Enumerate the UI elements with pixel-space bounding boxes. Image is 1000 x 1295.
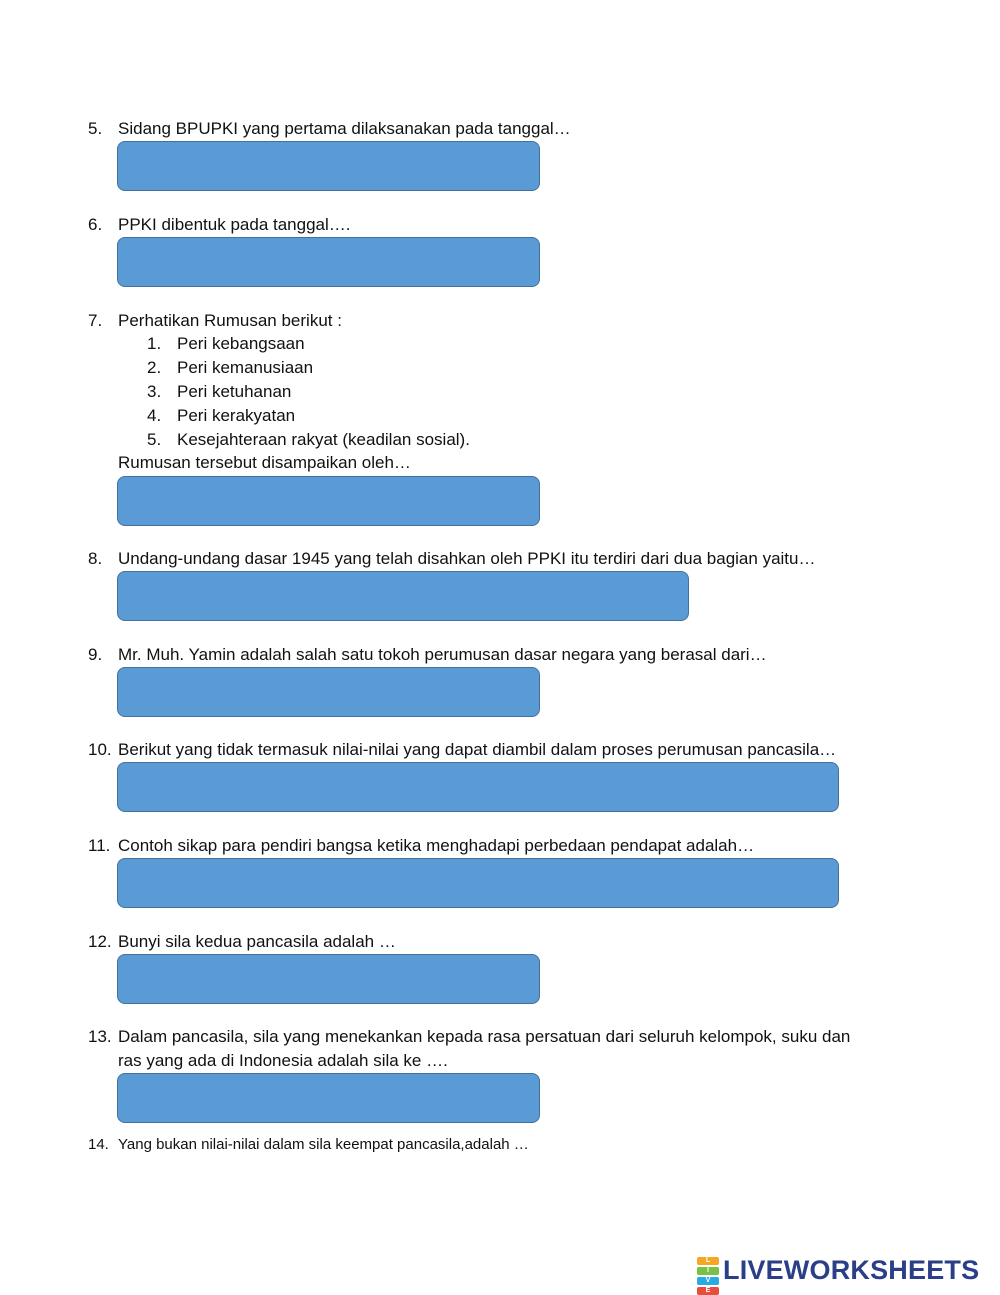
list-item-number: 2.	[147, 358, 162, 377]
question-12-number: 12.	[88, 932, 112, 951]
liveworksheets-logo	[697, 1254, 980, 1294]
list-item: Peri ketuhanan	[177, 382, 292, 401]
question-14-number: 14.	[88, 1136, 109, 1153]
question-7-followup: Rumusan tersebut disampaikan oleh…	[118, 453, 411, 472]
question-11-text: Contoh sikap para pendiri bangsa ketika menghadapi perbedaan pendapat adalah…	[118, 836, 755, 855]
logo-mark-icon: L I V E	[697, 1256, 719, 1284]
answer-box-9[interactable]	[117, 667, 540, 717]
list-item: Peri kebangsaan	[177, 334, 305, 353]
list-item: Peri kemanusiaan	[177, 358, 314, 377]
list-item: Peri kerakyatan	[177, 406, 296, 425]
answer-box-7[interactable]	[117, 476, 540, 526]
answer-box-8[interactable]	[117, 571, 689, 621]
question-13-text: Dalam pancasila, sila yang menekankan kepada rasa persatuan dari seluruh kelompok, suku dan	[118, 1027, 851, 1046]
question-10-text: Berikut yang tidak termasuk nilai-nilai yang dapat diambil dalam proses perumusan pancasila…	[118, 740, 837, 759]
question-5-number: 5.	[88, 119, 103, 138]
answer-box-11[interactable]	[117, 858, 839, 908]
question-10-number: 10.	[88, 740, 112, 759]
question-11-number: 11.	[88, 836, 111, 855]
question-9-number: 9.	[88, 645, 103, 664]
question-13-text-line2: ras yang ada di Indonesia adalah sila ke ….	[118, 1051, 448, 1070]
question-9-text: Mr. Muh. Yamin adalah salah satu tokoh perumusan dasar negara yang berasal dari…	[118, 645, 767, 664]
answer-box-6[interactable]	[117, 237, 540, 287]
answer-box-13[interactable]	[117, 1073, 540, 1123]
answer-box-10[interactable]	[117, 762, 839, 812]
question-7-number: 7.	[88, 311, 103, 330]
question-8-number: 8.	[88, 549, 103, 568]
answer-box-12[interactable]	[117, 954, 540, 1004]
list-item: Kesejahteraan rakyat (keadilan sosial).	[177, 430, 470, 449]
question-6-text: PPKI dibentuk pada tanggal….	[118, 215, 351, 234]
answer-box-5[interactable]	[117, 141, 540, 191]
question-7-text: Perhatikan Rumusan berikut :	[118, 311, 342, 330]
question-13-number: 13.	[88, 1027, 112, 1046]
question-5-text: Sidang BPUPKI yang pertama dilaksanakan pada tanggal…	[118, 119, 571, 138]
question-12-text: Bunyi sila kedua pancasila adalah …	[118, 932, 396, 951]
list-item-number: 3.	[147, 382, 162, 401]
list-item-number: 5.	[147, 430, 162, 449]
list-item-number: 1.	[147, 334, 162, 353]
logo-text: LIVEWORKSHEETS	[723, 1254, 980, 1285]
list-item-number: 4.	[147, 406, 162, 425]
question-14-text: Yang bukan nilai-nilai dalam sila keempat pancasila,adalah …	[118, 1136, 529, 1153]
question-6-number: 6.	[88, 215, 103, 234]
question-8-text: Undang-undang dasar 1945 yang telah disahkan oleh PPKI itu terdiri dari dua bagian yaitu…	[118, 549, 816, 568]
